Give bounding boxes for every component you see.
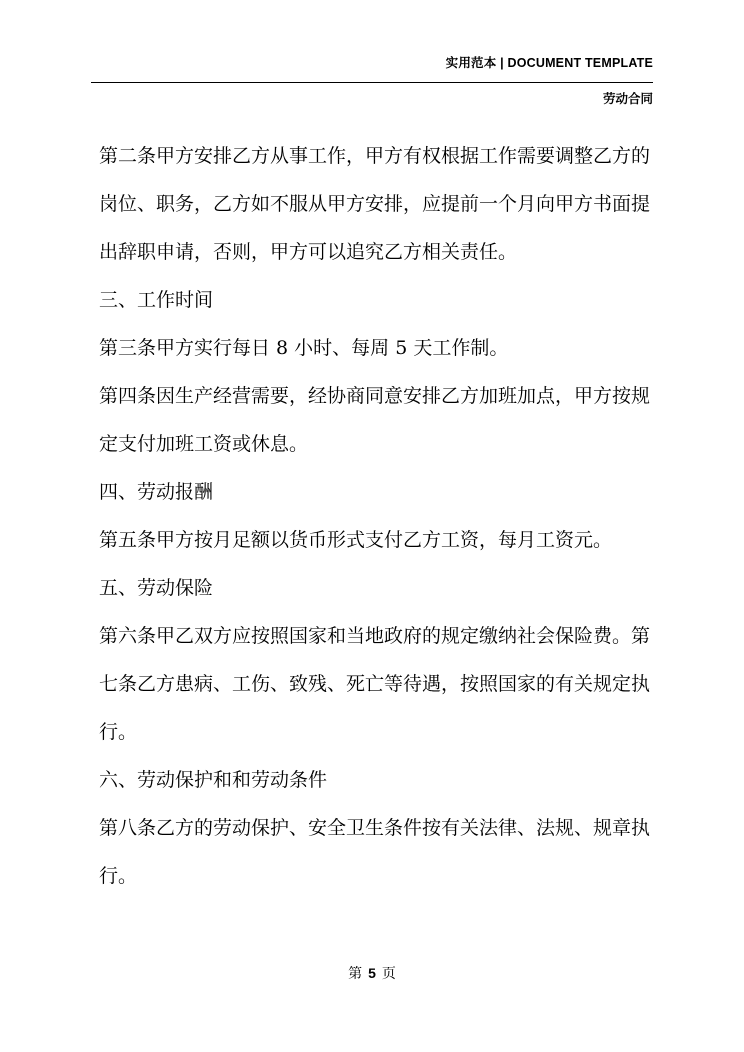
body-line: 第五条甲方按月足额以货币形式支付乙方工资，每月工资元。	[99, 529, 613, 551]
header-divider	[91, 82, 653, 83]
section-heading: 五、劳动保险	[99, 577, 214, 599]
body-line: 定支付加班工资或休息。	[99, 433, 309, 455]
page-number-suffix: 页	[381, 966, 396, 982]
document-body	[99, 140, 659, 908]
document-header-title: 实用范本 | DOCUMENT TEMPLATE	[445, 56, 653, 70]
section-heading: 三、工作时间	[99, 289, 214, 311]
body-line: 岗位、职务，乙方如不服从甲方安排，应提前一个月向甲方书面提	[99, 193, 651, 215]
body-line: 第三条甲方实行每日 8 小时、每周 5 天工作制。	[99, 337, 509, 359]
body-line: 行。	[99, 721, 138, 743]
document-header-subtitle: 劳动合同	[602, 92, 653, 106]
body-line: 第二条甲方安排乙方从事工作，甲方有权根据工作需要调整乙方的	[99, 145, 651, 167]
body-line: 七条乙方患病、工伤、致残、死亡等待遇，按照国家的有关规定执	[99, 673, 651, 695]
body-line: 第六条甲乙双方应按照国家和当地政府的规定缴纳社会保险费。第	[99, 625, 651, 647]
body-line: 第四条因生产经营需要，经协商同意安排乙方加班加点，甲方按规	[99, 385, 651, 407]
page-number-value: 5	[368, 965, 376, 981]
page-number	[0, 963, 744, 983]
page-number-prefix: 第	[348, 966, 363, 982]
body-line: 第八条乙方的劳动保护、安全卫生条件按有关法律、法规、规章执	[99, 817, 651, 839]
section-heading: 六、劳动保护和和劳动条件	[99, 769, 328, 791]
section-heading: 四、劳动报酬	[99, 481, 214, 503]
body-line: 出辞职申请，否则，甲方可以追究乙方相关责任。	[99, 241, 518, 263]
body-line: 行。	[99, 865, 138, 887]
